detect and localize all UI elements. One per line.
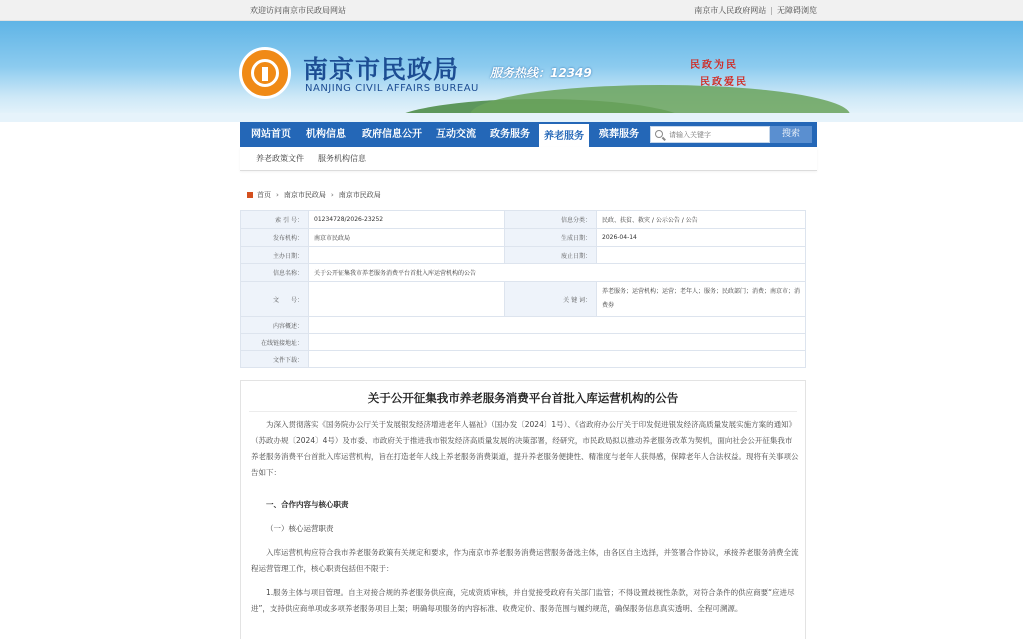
nav-item-gov-info[interactable]: 政府信息公开 <box>362 129 422 140</box>
gov-site-link[interactable]: 南京市人民政府网站 <box>694 6 767 15</box>
top-strip <box>0 0 1023 21</box>
nav-item-funeral[interactable]: 殡葬服务 <box>599 129 639 140</box>
subnav-item-policy[interactable]: 养老政策文件 <box>256 154 304 163</box>
abolish-date-value <box>597 247 806 264</box>
home-icon <box>247 192 253 198</box>
date-label: 生成日期： <box>505 229 597 247</box>
nav-item-interaction[interactable]: 互动交流 <box>436 129 476 140</box>
nav-item-elderly-care[interactable]: 养老服务 <box>539 122 589 147</box>
breadcrumb <box>247 190 381 200</box>
title-divider <box>249 411 797 412</box>
theme-date-label: 主办日期： <box>241 247 309 264</box>
subnav-item-institutions[interactable]: 服务机构信息 <box>318 154 366 163</box>
accessibility-link[interactable]: 无障碍浏览 <box>777 6 817 15</box>
slogan-line-1: 民政为民 <box>690 60 738 71</box>
logo-mark <box>262 67 268 81</box>
category-value: 民政、扶贫、救灾 / 公示公告 / 公告 <box>597 211 806 229</box>
article-paragraph-3: 1.服务主体与项目管理。自主对接合规的养老服务供应商，完成资质审核，并自觉接受政府有关部门监管；不得设置歧视性条款，对符合条件的供应商要“应进尽进”，支持供应商单项或多项养老服务项目上架；明确每项服务的内容标准、收费定价、服务范围与履约规范，确保服务信息真实透明、全程可溯源。 <box>251 588 795 613</box>
summary-label: 内容概述： <box>241 317 309 334</box>
file-download-value[interactable] <box>309 351 806 368</box>
search-button[interactable]: 搜索 <box>770 126 812 143</box>
search-input[interactable] <box>669 128 767 141</box>
article-paragraph-2: 入库运营机构应符合我市养老服务政策有关规定和要求，作为南京市养老服务消费运营服务备选主体，由各区自主选择，并签署合作协议，承接养老服务消费全流程运营管理工作，核心职责包括但不限于： <box>251 548 799 573</box>
breadcrumb-arrow-icon: › <box>330 191 334 199</box>
breadcrumb-home[interactable]: 首页 <box>257 191 271 199</box>
info-name-value: 关于公开征集我市养老服务消费平台首批入库运营机构的公告 <box>309 264 806 282</box>
abolish-date-label: 废止日期： <box>505 247 597 264</box>
bureau-logo-icon[interactable] <box>239 47 291 99</box>
date-value: 2026-04-14 <box>597 229 806 247</box>
online-link-label: 在线链接地址： <box>241 334 309 351</box>
index-value: 01234728/2026-23252 <box>309 211 505 229</box>
nav-item-institution[interactable]: 机构信息 <box>306 129 346 140</box>
search-icon <box>655 130 663 138</box>
article-body <box>240 380 806 639</box>
site-title-english: NANJING CIVIL AFFAIRS BUREAU <box>305 83 479 94</box>
index-label: 索 引 号： <box>241 211 309 229</box>
subsection-heading-1: （一）核心运营职责 <box>266 524 334 533</box>
service-hotline: 服务热线：12349 <box>490 66 592 80</box>
doc-number-label: 文 号： <box>241 282 309 317</box>
category-label: 信息分类： <box>505 211 597 229</box>
slogan-line-2: 民政爱民 <box>700 77 748 88</box>
keyword-label: 关 键 词： <box>505 282 597 317</box>
file-download-label: 文件下载： <box>241 351 309 368</box>
site-banner <box>0 21 1023 122</box>
online-link-value[interactable] <box>309 334 806 351</box>
breadcrumb-level-2[interactable]: 南京市民政局 <box>338 191 381 199</box>
top-link-separator: | <box>770 6 773 15</box>
publisher-value: 南京市民政局 <box>309 229 505 247</box>
sub-nav <box>240 147 817 171</box>
keyword-value: 养老服务；运营机构；运营；老年人；服务；民政部门；消费；南京市；消费券 <box>597 282 806 317</box>
search-box[interactable] <box>650 126 770 143</box>
breadcrumb-arrow-icon: › <box>276 191 279 199</box>
article-paragraph-1: 为深入贯彻落实《国务院办公厅关于发展银发经济增进老年人福祉》（国办发〔2024〕1号）、《省政府办公厅关于印发促进银发经济高质量发展实施方案的通知》（苏政办规〔2024〕4号）及市委、市政府关于推进我市银发经济高质量发展的决策部署，经研究，市民政局拟以推动养老服务改革为契机，面向社会公开征集我市养老服务消费平台首批入库运营机构，旨在打造老年人线上养老服务消费渠道，提升养老服务便捷性、精准度与老年人获得感，保障老年人合法权益。现将有关事项公告如下： <box>251 420 799 477</box>
publisher-label: 发布机构： <box>241 229 309 247</box>
banner-water <box>0 113 1023 122</box>
top-links <box>694 5 817 16</box>
summary-value <box>309 317 806 334</box>
nav-item-home[interactable]: 网站首页 <box>251 129 291 140</box>
section-heading-1: 一、合作内容与核心职责 <box>266 500 349 509</box>
site-title: 南京市民政局 <box>303 55 460 84</box>
nav-item-services[interactable]: 政务服务 <box>490 129 530 140</box>
theme-date-value <box>309 247 505 264</box>
welcome-text: 欢迎访问南京市民政局网站 <box>250 6 346 15</box>
doc-number-value <box>309 282 505 317</box>
document-info-table <box>240 210 806 368</box>
article-title: 关于公开征集我市养老服务消费平台首批入库运营机构的公告 <box>367 391 679 405</box>
info-name-label: 信息名称： <box>241 264 309 282</box>
breadcrumb-level-1[interactable]: 南京市民政局 <box>283 191 326 199</box>
